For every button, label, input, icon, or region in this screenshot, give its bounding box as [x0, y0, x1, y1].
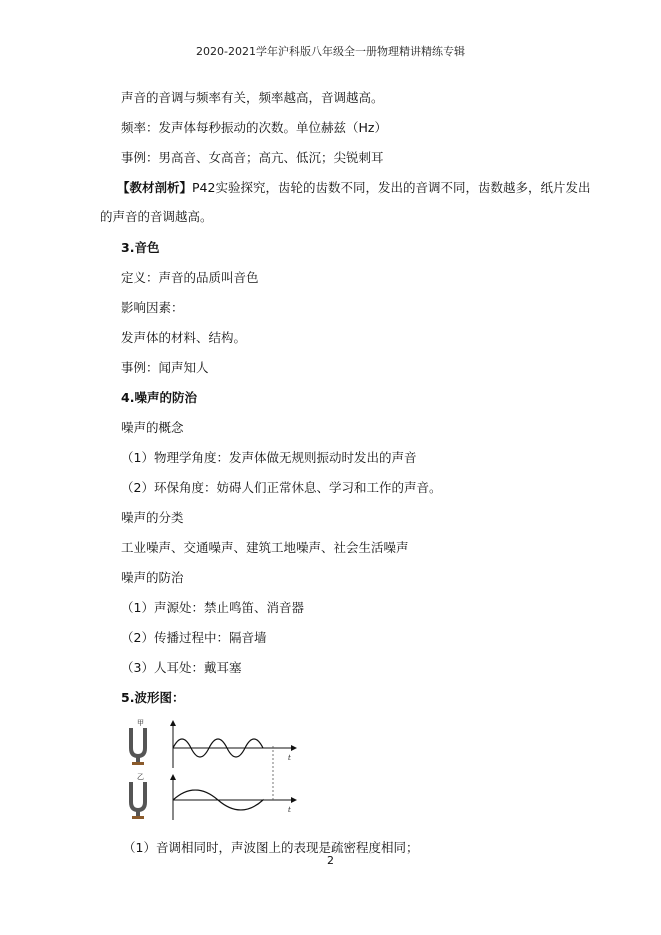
section-title: 5.波形图： — [121, 690, 185, 705]
text-line: （3）人耳处：戴耳塞 — [121, 660, 242, 675]
waveform-a — [170, 720, 297, 768]
text-line: 频率：发声体每秒振动的次数。单位赫兹（Hz） — [121, 120, 387, 135]
section-title: 3.音色 — [121, 240, 160, 255]
text-line: 定义：声音的品质叫音色 — [121, 270, 259, 285]
axis-label-t: t — [288, 806, 291, 814]
waveform-b — [170, 774, 308, 820]
section-title: 4.噪声的防治 — [121, 390, 197, 405]
text-line: 影响因素： — [121, 300, 184, 315]
text-line: （2）传播过程中：隔音墙 — [121, 630, 267, 645]
page-number: 2 — [327, 854, 334, 867]
waveform-figure — [123, 716, 313, 824]
text-line: 声音的音调与频率有关，频率越高，音调越高。 — [121, 90, 384, 105]
analysis-paragraph — [117, 178, 590, 196]
text-line: （1）音调相同时，声波图上的表现是疏密程度相同； — [123, 840, 419, 855]
text-line: （1）声源处：禁止鸣笛、消音器 — [121, 600, 304, 615]
text-line: 发声体的材料、结构。 — [121, 330, 247, 345]
page-header: 2020-2021学年沪科版八年级全一册物理精讲精练专辑 — [196, 45, 465, 58]
text-line: 噪声的分类 — [121, 510, 184, 525]
tuning-fork-icon — [131, 719, 145, 765]
analysis-tag: 【教材剖析】 — [117, 180, 193, 195]
axis-label-t: t — [288, 754, 291, 762]
tuning-fork-icon — [131, 773, 145, 819]
text-line: （2）环保角度：妨碍人们正常休息、学习和工作的声音。 — [121, 480, 442, 495]
analysis-text: P42实验探究，齿轮的齿数不同，发出的音调不同，齿数越多，纸片发出 — [192, 180, 591, 195]
text-line: 的声音的音调越高。 — [100, 209, 213, 224]
text-line: （1）物理学角度：发声体做无规则振动时发出的声音 — [121, 450, 417, 465]
text-line: 事例：男高音、女高音；高亢、低沉；尖锐刺耳 — [121, 150, 384, 165]
text-line: 事例：闻声知人 — [121, 360, 209, 375]
text-line: 工业噪声、交通噪声、建筑工地噪声、社会生活噪声 — [121, 540, 409, 555]
fork-label-b: 乙 — [137, 773, 144, 781]
text-line: 噪声的防治 — [121, 570, 184, 585]
fork-label-a: 甲 — [137, 719, 144, 727]
text-line: 噪声的概念 — [121, 420, 184, 435]
